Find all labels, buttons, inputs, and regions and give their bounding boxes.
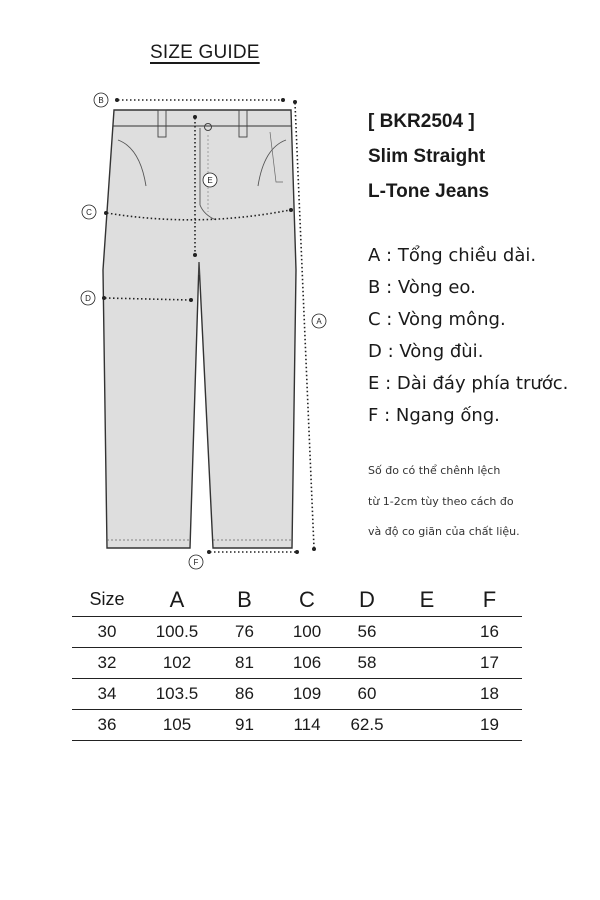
cell-b: 91 — [212, 710, 277, 741]
note-line-2: từ 1-2cm tùy theo cách đo — [368, 494, 514, 508]
page-title: SIZE GUIDE — [150, 42, 260, 63]
note-line-3: và độ co giãn của chất liệu. — [368, 525, 520, 538]
cell-a: 100.5 — [142, 617, 212, 648]
product-code: [ BKR2504 ] — [368, 111, 475, 132]
cell-size: 36 — [72, 710, 142, 741]
cell-e — [397, 617, 457, 648]
cell-b: 76 — [212, 617, 277, 648]
cell-f: 16 — [457, 617, 522, 648]
size-table-header — [72, 583, 522, 617]
svg-text:E: E — [207, 176, 213, 185]
cell-b: 81 — [212, 648, 277, 679]
header-a: A — [169, 586, 185, 612]
product-name-line-1: Slim Straight — [368, 146, 486, 167]
cell-f: 19 — [457, 710, 522, 741]
table-row — [72, 710, 522, 741]
legend-item-b: B : Vòng eo. — [368, 277, 476, 298]
measurement-note — [368, 456, 520, 548]
cell-f: 18 — [457, 679, 522, 710]
legend-item-c: C : Vòng mông. — [368, 309, 506, 330]
marker-e — [203, 173, 217, 187]
legend-item-d: D : Vòng đùi. — [368, 341, 484, 362]
table-row — [72, 679, 522, 710]
cell-a: 103.5 — [142, 679, 212, 710]
cell-c: 100 — [277, 617, 337, 648]
cell-size: 34 — [72, 679, 142, 710]
header-f: F — [482, 586, 497, 612]
size-table — [72, 583, 522, 741]
product-name-line-2: L-Tone Jeans — [368, 181, 490, 202]
cell-b: 86 — [212, 679, 277, 710]
note-line-1: Số đo có thể chênh lệch — [368, 464, 501, 477]
cell-f: 17 — [457, 648, 522, 679]
header-d: D — [359, 586, 375, 612]
header-e: E — [419, 586, 435, 612]
cell-c: 114 — [277, 710, 337, 741]
cell-c: 109 — [277, 679, 337, 710]
cell-e — [397, 710, 457, 741]
legend-item-a: A : Tổng chiều dài. — [368, 245, 537, 266]
table-row — [72, 648, 522, 679]
cell-d: 62.5 — [337, 710, 397, 741]
measurement-legend — [368, 240, 568, 432]
svg-text:D: D — [85, 294, 91, 303]
legend-item-e: E : Dài đáy phía trước. — [368, 373, 569, 394]
cell-size: 32 — [72, 648, 142, 679]
svg-text:A: A — [316, 317, 322, 326]
legend-item-f: F : Ngang ống. — [368, 405, 500, 426]
marker-a — [312, 314, 326, 328]
svg-text:B: B — [98, 96, 104, 105]
svg-text:F: F — [193, 558, 199, 567]
cell-e — [397, 648, 457, 679]
table-row — [72, 617, 522, 648]
marker-d — [81, 291, 95, 305]
header-b: B — [237, 586, 252, 612]
marker-c — [82, 205, 96, 219]
cell-c: 106 — [277, 648, 337, 679]
marker-f — [189, 555, 203, 569]
cell-a: 102 — [142, 648, 212, 679]
cell-d: 60 — [337, 679, 397, 710]
marker-b — [94, 93, 108, 107]
measure-line-a — [295, 103, 314, 548]
header-c: C — [299, 586, 315, 612]
svg-text:C: C — [86, 208, 92, 217]
product-info — [368, 104, 489, 209]
cell-d: 58 — [337, 648, 397, 679]
cell-a: 105 — [142, 710, 212, 741]
cell-e — [397, 679, 457, 710]
cell-d: 56 — [337, 617, 397, 648]
jeans-outline — [103, 110, 296, 548]
header-size: Size — [89, 589, 125, 609]
cell-size: 30 — [72, 617, 142, 648]
